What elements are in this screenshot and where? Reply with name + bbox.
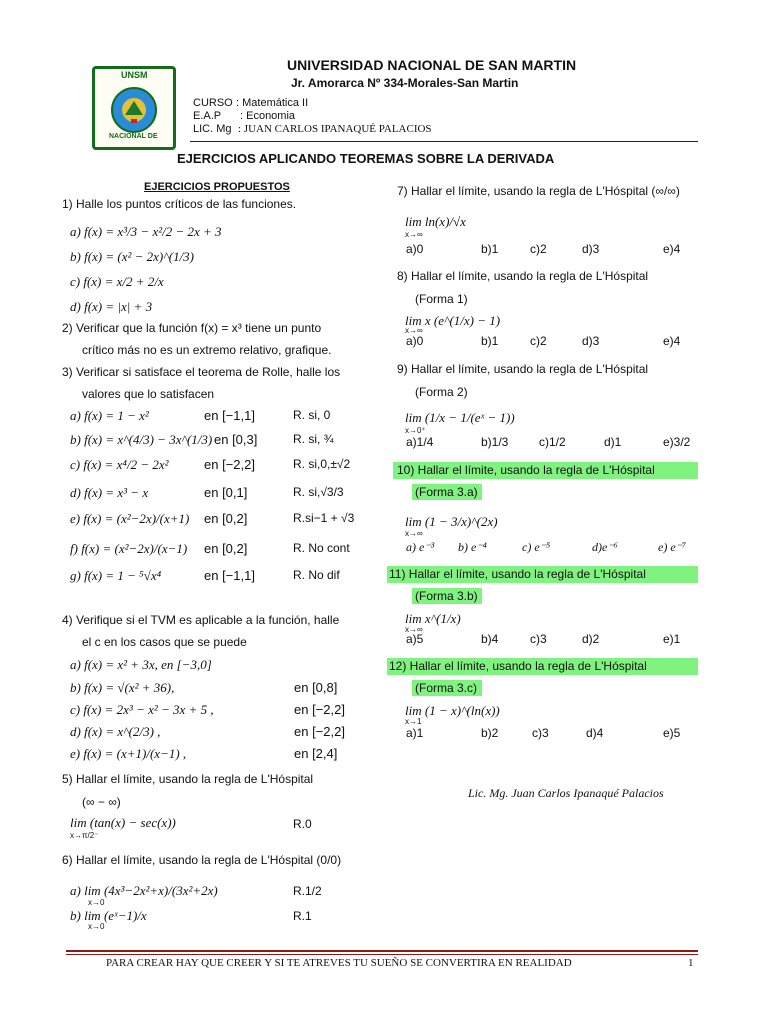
q12-line2: (Forma 3.c) [415,681,478,695]
q8-option-c: c)2 [530,334,547,348]
rolle-f-interval: en [0,2] [204,541,248,556]
rolle-b-interval: en [0,3] [214,432,258,447]
university-name: UNIVERSIDAD NACIONAL DE SAN MARTIN [287,57,577,73]
q9-line2: (Forma 2) [415,385,468,399]
q4-line2: el c en los casos que se puede [82,635,247,649]
q7-option-e: e)4 [663,242,681,256]
q5-answer: R.0 [293,817,312,831]
q11-line2: (Forma 3.b) [415,589,478,603]
q11-option-a: a)5 [406,632,424,646]
lic-value: : JUAN CARLOS IPANAQUÉ PALACIOS [238,123,432,135]
q6b-sub: x→0 [88,922,105,931]
rolle-d-interval: en [0,1] [204,485,248,500]
logo-top-text: UNSM [121,70,148,80]
q2-line1: 2) Verificar que la función f(x) = x³ tiene un punto [62,321,322,335]
rolle-a-interval: en [−1,1] [204,408,255,423]
rolle-e-func: e) f(x) = (x²−2x)/(x+1) [70,511,190,526]
tvm-a-func: a) f(x) = x² + 3x, en [−3,0] [70,657,212,672]
rolle-d-func: d) f(x) = x³ − x [70,485,149,500]
q9-option-a: a)1/4 [406,435,434,449]
q10-limit: lim (1 − 3/x)^(2x) [405,514,498,529]
q12-option-d: d)4 [586,726,604,740]
rolle-e-answer: R.si−1 + √3 [293,511,355,525]
q1a: a) f(x) = x³/3 − x²/2 − 2x + 3 [70,224,222,239]
rolle-b-answer: R. si, ¾ [293,432,334,446]
q1-text: 1) Halle los puntos críticos de las funciones. [62,197,297,211]
q11-option-b: b)4 [481,632,499,646]
q2-line2: crítico más no es un extremo relativo, grafique. [82,343,332,357]
q12-sub: x→1 [405,717,422,726]
q8-limit: lim x (e^(1/x) − 1) [405,313,501,328]
q3-line1: 3) Verificar si satisface el teorema de Rolle, halle los [62,365,341,379]
q6-text: 6) Hallar el límite, usando la regla de L'Hóspital (0/0) [62,853,342,867]
q1c: c) f(x) = x/2 + 2/x [70,274,164,289]
q12-limit: lim (1 − x)^(ln(x)) [405,703,500,718]
q11-limit: lim x^(1/x) [405,611,461,626]
page-title: EJERCICIOS APLICANDO TEOREMAS SOBRE LA DERIVADA [177,151,555,166]
rolle-f-func: f) f(x) = (x²−2x)/(x−1) [70,541,188,556]
q7-sub: x→∞ [405,230,423,239]
q7-option-d: d)3 [582,242,600,256]
tvm-d-interval: en [−2,2] [294,724,345,739]
tvm-b-interval: en [0,8] [294,680,338,695]
q5-line1: 5) Hallar el límite, usando la regla de L'Hóspital [62,772,314,786]
q9-limit: lim (1/x − 1/(eˣ − 1)) [405,410,515,425]
rolle-g-answer: R. No dif [293,568,340,582]
q1b: b) f(x) = (x² − 2x)^(1/3) [70,249,195,264]
rolle-b-func: b) f(x) = x^(4/3) − 3x^(1/3) [70,432,213,447]
q8-option-b: b)1 [481,334,499,348]
q6b-answer: R.1 [293,909,312,923]
rolle-f-answer: R. No cont [293,541,350,555]
q10-option-b: b) e⁻⁴ [458,540,487,554]
header-divider [190,141,698,142]
q5-limit: lim (tan(x) − sec(x)) [70,815,176,830]
q12-option-c: c)3 [532,726,549,740]
q10-option-d: d)e⁻⁶ [592,540,618,554]
rolle-g-interval: en [−1,1] [204,568,255,583]
q6a-sub: x→0 [88,898,105,907]
q10-option-a: a) e⁻³ [406,540,435,554]
rolle-c-interval: en [−2,2] [204,457,255,472]
q10-option-c: c) e⁻⁵ [522,540,551,554]
q6a-limit: a) lim (4x³−2x²+x)/(3x²+2x) [70,883,218,898]
curso-label: CURSO [193,97,233,109]
q11-option-c: c)3 [530,632,547,646]
q8-line2: (Forma 1) [415,292,468,306]
rolle-d-answer: R. si,√3/3 [293,485,344,499]
q10-option-e: e) e⁻⁷ [658,540,687,554]
q8-line1: 8) Hallar el límite, usando la regla de L'Hóspital [397,269,649,283]
q12-option-a: a)1 [406,726,424,740]
university-address: Jr. Amorarca Nº 334-Morales-San Martin [291,76,519,90]
q8-option-a: a)0 [406,334,424,348]
university-logo [92,66,176,150]
lic-label: LIC. Mg [193,123,232,135]
tvm-c-interval: en [−2,2] [294,702,345,717]
q4-line1: 4) Verifique si el TVM es aplicable a la función, halle [62,613,340,627]
q10-line1: 10) Hallar el límite, usando la regla de L'Hóspital [397,463,655,477]
q8-option-e: e)4 [663,334,681,348]
footer-divider-bottom [66,954,698,955]
rolle-g-func: g) f(x) = 1 − ⁵√x⁴ [70,568,162,583]
q10-line2: (Forma 3.a) [415,485,478,499]
q3-line2: valores que lo satisfacen [82,387,215,401]
q7-option-c: c)2 [530,242,547,256]
rolle-c-answer: R. si,0,±√2 [293,457,351,471]
section-subtitle: EJERCICIOS PROPUESTOS [144,181,290,193]
q12-option-e: e)5 [663,726,681,740]
tvm-e-func: e) f(x) = (x+1)/(x−1) , [70,746,187,761]
q10-sub: x→∞ [405,529,423,538]
tvm-b-func: b) f(x) = √(x² + 36), [70,680,175,695]
footer-divider-top [66,950,698,952]
page-number: 1 [688,957,694,969]
q11-line1: 11) Hallar el límite, usando la regla de L'Hóspital [389,567,646,581]
q9-option-e: e)3/2 [663,435,691,449]
tvm-d-func: d) f(x) = x^(2/3) , [70,724,161,739]
q9-line1: 9) Hallar el límite, usando la regla de L'Hóspital [397,362,649,376]
tvm-c-func: c) f(x) = 2x³ − x² − 3x + 5 , [70,702,214,717]
q8-sub: x→∞ [405,326,423,335]
q9-option-c: c)1/2 [539,435,566,449]
q6a-answer: R.1/2 [293,884,322,898]
rolle-e-interval: en [0,2] [204,511,248,526]
q9-option-d: d)1 [604,435,622,449]
rolle-a-func: a) f(x) = 1 − x² [70,408,149,423]
q11-option-d: d)2 [582,632,600,646]
rolle-c-func: c) f(x) = x⁴/2 − 2x² [70,457,169,472]
q5-line2: (∞ − ∞) [82,795,121,809]
q7-limit: lim ln(x)/√x [405,214,466,229]
q11-sub: x→∞ [405,625,423,634]
q8-option-d: d)3 [582,334,600,348]
q5-limit-sub: x→π/2⁻ [70,831,99,840]
q1d: d) f(x) = |x| + 3 [70,299,153,314]
q12-line1: 12) Hallar el límite, usando la regla de L'Hóspital [389,659,647,673]
footer-motto: PARA CREAR HAY QUE CREER Y SI TE ATREVES TU SUEÑO SE CONVERTIRA EN REALIDAD [106,957,572,969]
eap-label: E.A.P [193,110,222,122]
q7-text: 7) Hallar el límite, usando la regla de L'Hóspital (∞/∞) [397,184,680,198]
signature: Lic. Mg. Juan Carlos Ipanaqué Palacios [468,786,664,800]
q12-option-b: b)2 [481,726,499,740]
curso-value: : Matemática II [236,97,309,109]
q7-option-b: b)1 [481,242,499,256]
rolle-a-answer: R. si, 0 [293,408,331,422]
q9-sub: x→0⁺ [405,426,426,435]
q7-option-a: a)0 [406,242,424,256]
q11-option-e: e)1 [663,632,681,646]
q9-option-b: b)1/3 [481,435,509,449]
q6b-limit: b) lim (eˣ−1)/x [70,908,147,923]
tvm-e-interval: en [2,4] [294,746,338,761]
logo-bottom-text: NACIONAL DE [109,133,158,140]
eap-value: : Economia [240,110,296,122]
